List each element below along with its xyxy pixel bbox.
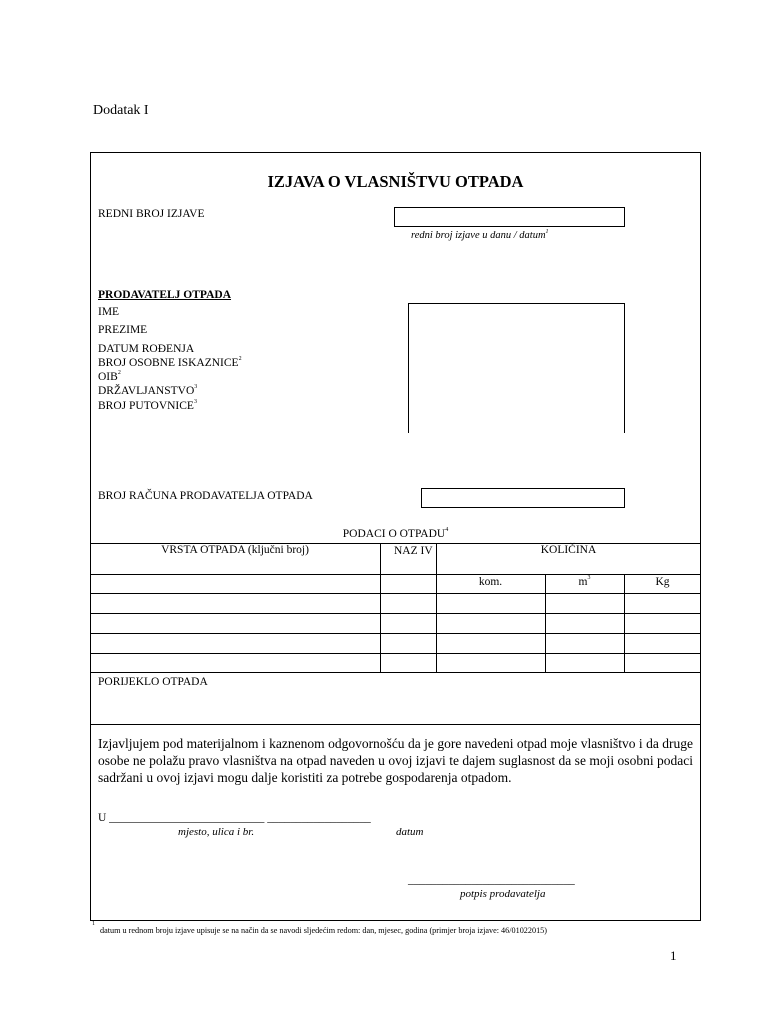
field-label-oib: OIB$^2$: [98, 370, 121, 383]
serial-number-field[interactable]: [394, 207, 625, 227]
col-header-naziv: NAZ IV: [394, 545, 433, 557]
table-row[interactable]: [90, 593, 701, 613]
table-row[interactable]: [90, 613, 701, 633]
serial-number-hint: redni broj izjave u danu / datum$^1$: [411, 229, 549, 241]
account-label: BROJ RAČUNA PRODAVATELJA OTPADA: [98, 490, 313, 502]
footnote-marker: 1: [92, 921, 95, 927]
col-header-kg: Kg: [655, 576, 670, 588]
field-label-ime: IME: [98, 306, 120, 318]
field-label-osobna: BROJ OSOBNE ISKAZNICE$^2$: [98, 356, 242, 369]
field-label-datum-rodenja: DATUM ROĐENJA: [98, 343, 195, 355]
field-label-drzavljanstvo: DRŽAVLJANSTVO$^3$: [98, 384, 198, 397]
waste-table: [90, 543, 701, 673]
field-label-prezime: PREZIME: [98, 324, 148, 336]
declaration-text: Izjavljujem pod materijalnom i kaznenom odgovornošću da je gore navedeni otpad moje vlasništvo i da druge osobe ne polažu pravo vlasništva na otpad naveden u ovoj izjavi te dajem suglasnost da se moji osobni podaci sadržani u ovoj izjavi mogu dalje koristiti za potrebe gospodarenja otpadom.: [98, 736, 693, 785]
col-header-kom: kom.: [478, 576, 503, 588]
date-caption: datum: [396, 826, 424, 838]
account-field[interactable]: [421, 488, 625, 508]
origin-label: PORIJEKLO OTPADA: [98, 676, 208, 688]
footnote-text: datum u rednom broju izjave upisuje se na način da se navodi sljedećim redom: dan, mjesec, godina (primjer broja izjave: 46/01022015): [100, 926, 547, 935]
col-header-waste-type: VRSTA OTPADA (ključni broj): [161, 544, 309, 556]
place-caption: mjesto, ulica i br.: [178, 826, 255, 838]
form-title: IZJAVA O VLASNIŠTVU OTPADA: [267, 172, 524, 191]
origin-field[interactable]: [90, 672, 701, 724]
table-row[interactable]: [90, 633, 701, 653]
page-number: 1: [670, 948, 677, 963]
signature-caption: potpis prodavatelja: [460, 888, 546, 900]
waste-table-heading: PODACI O OTPADU$^4$: [342, 527, 449, 540]
annex-label: Dodatak I: [93, 103, 149, 118]
place-date-line[interactable]: U ___________________________ __________________: [98, 812, 371, 824]
serial-number-label: REDNI BROJ IZJAVE: [98, 208, 205, 220]
seller-heading: PRODAVATELJ OTPADA: [98, 289, 232, 301]
col-header-kolicina: KOLIČINA: [540, 544, 597, 556]
field-label-putovnica: BROJ PUTOVNICE$^3$: [98, 399, 197, 412]
signature-line[interactable]: _____________________________: [408, 874, 575, 886]
col-header-m3: $m^3$: [578, 575, 591, 588]
seller-details-field[interactable]: [408, 303, 625, 433]
table-row[interactable]: [90, 653, 701, 672]
